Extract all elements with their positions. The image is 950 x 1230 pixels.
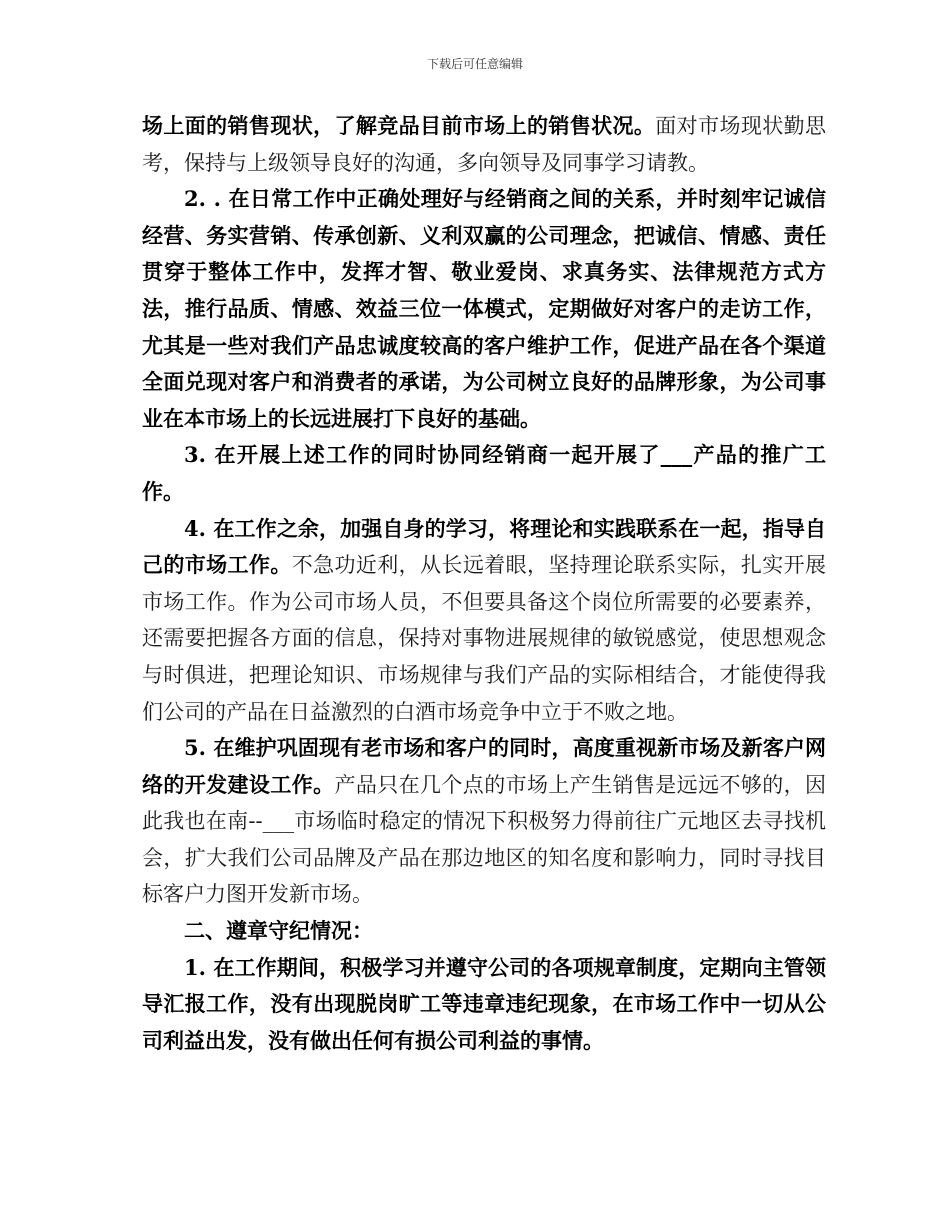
paragraph-bold-text: 3. 在开展上述工作的同时协同经销商一起开展了___产品的推广工作。 [142,442,826,504]
paragraph-item-4 [142,511,826,731]
document-body [142,108,826,1059]
paragraph-bold-text: 1. 在工作期间，积极学习并遵守公司的各项规章制度，定期向主管领导汇报工作，没有出现脱岗旷工等违章违纪现象，在市场工作中一切从公司利益出发，没有做出任何有损公司利益的事情。 [142,954,826,1053]
paragraph-normal-text: 产品只在几个点的市场上产生销售是远远不够的，因此我也在南--___市场临时稳定的情况下积极努力得前往广元地区去寻找机会，扩大我们公司品牌及产品在那边地区的知名度和影响力，同时寻找目标客户力图开发新市场。 [142,772,826,907]
paragraph-normal-text: 不急功近利，从长远着眼，坚持理论联系实际，扎实开展市场工作。作为公司市场人员，不但要具备这个岗位所需要的必要素养，还需要把握各方面的信息，保持对事物进展规律的敏锐感觉，使思想观念与时俱进，把理论知识、市场规律与我们产品的实际相结合，才能使得我们公司的产品在日益激烈的白酒市场竞争中立于不败之地。 [142,553,827,724]
page-header: 下载后可任意编辑 [426,57,523,71]
paragraph-bold-text: 2. . 在日常工作中正确处理好与经销商之间的关系，并时刻牢记诚信经营、务实营销、传承创新、义利双赢的公司理念，把诚信、情感、责任贯穿于整体工作中，发挥才智、敬业爱岗、求真务实、法律规范方式方法，推行品质、情感、效益三位一体模式，定期做好对客户的走访工作，尤其是一些对我们产品忠诚度较高的客户维护工作，促进产品在各个渠道全面兑现对客户和消费者的承诺，为公司树立良好的品牌形象，为公司事业在本市场上的长远进展打下良好的基础。 [142,186,826,431]
paragraph-continuation [142,108,826,181]
paragraph-bold-text: 场上面的销售现状，了解竞品目前市场上的销售状况。 [142,113,656,138]
paragraph-section2-item-1 [142,950,826,1060]
paragraph-item-2 [142,181,826,437]
paragraph-item-5 [142,730,826,913]
paragraph-bold-text: 5. 在维护巩固现有老市场和客户的同时，高度重视新市场及新客户网络的开发建设工作。 [142,735,826,797]
section-heading [142,913,826,950]
paragraph-bold-text: 4. 在工作之余，加强自身的学习，将理论和实践联系在一起，指导自己的市场工作。 [142,515,826,578]
paragraph-item-3 [142,437,826,510]
paragraph-bold-text: 二、遵章守纪情况： [184,918,373,944]
paragraph-normal-text: 面对市场现状勤思考，保持与上级领导良好的沟通，多向领导及同事学习请教。 [142,114,827,175]
